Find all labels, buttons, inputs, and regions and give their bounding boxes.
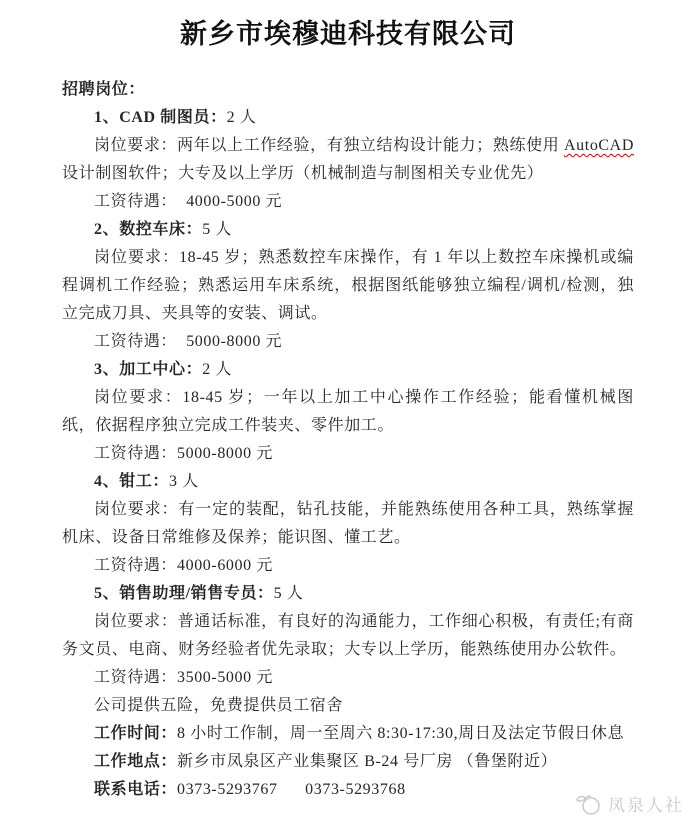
job-salary: 工资待遇： 5000-8000 元 bbox=[94, 333, 283, 350]
work-time-text: 8 小时工作制，周一至周六 8:30-17:30,周日及法定节假日休息 bbox=[177, 725, 625, 742]
job-heading-line bbox=[62, 580, 634, 608]
job-section-5 bbox=[62, 580, 634, 692]
watermark bbox=[574, 791, 684, 816]
job-salary: 工资待遇：5000-8000 元 bbox=[94, 445, 273, 462]
job-heading: 4、钳工： bbox=[94, 473, 170, 490]
work-place-line bbox=[62, 748, 634, 776]
job-salary: 工资待遇：4000-6000 元 bbox=[94, 557, 273, 574]
requirement-text: 设计制图软件；大专及以上学历（机械制造与制图相关专业优先） bbox=[62, 165, 544, 182]
job-requirement: 岗位要求：18-45 岁；熟悉数控车床操作，有 1 年以上数控车床操机或编程调机工作经验；熟悉运用车床系统，根据图纸能够独立编程/调机/检测，独立完成刀具、夹具等的安装、调试。 bbox=[62, 249, 634, 322]
intro-label: 招聘岗位： bbox=[62, 81, 146, 98]
job-heading-line bbox=[62, 216, 634, 244]
job-requirement bbox=[62, 132, 634, 188]
job-requirement: 岗位要求：有一定的装配，钻孔技能，并能熟练使用各种工具，熟练掌握机床、设备日常维修及保养；能识图、懂工艺。 bbox=[62, 501, 634, 546]
work-place-label: 工作地点： bbox=[94, 753, 178, 770]
welfare-line: 公司提供五险，免费提供员工宿舍 bbox=[94, 697, 344, 714]
work-time-line bbox=[62, 720, 634, 748]
job-section-4 bbox=[62, 468, 634, 580]
job-section-3 bbox=[62, 356, 634, 468]
fengquan-renshe-logo-icon bbox=[574, 792, 602, 816]
work-time-label: 工作时间： bbox=[94, 725, 178, 742]
job-salary: 工资待遇： 4000-5000 元 bbox=[94, 193, 283, 210]
contact-numbers: 0373-5293767 0373-5293768 bbox=[177, 781, 406, 798]
job-count: 5 人 bbox=[202, 221, 233, 238]
job-count: 2 人 bbox=[226, 109, 257, 126]
spellcheck-marked-word: AutoCAD bbox=[564, 137, 634, 154]
job-section-2 bbox=[62, 216, 634, 356]
job-heading: 2、数控车床： bbox=[94, 221, 203, 238]
job-section-1 bbox=[62, 104, 634, 216]
job-heading: 1、CAD 制图员： bbox=[94, 109, 227, 126]
job-heading: 5、销售助理/销售专员： bbox=[94, 585, 274, 602]
watermark-text: 凤泉人社 bbox=[608, 796, 684, 815]
job-salary: 工资待遇：3500-5000 元 bbox=[94, 669, 273, 686]
job-requirement: 岗位要求：普通话标准，有良好的沟通能力，工作细心积极，有责任;有商务文员、电商、财务经验者优先录取；大专以上学历，能熟练使用办公软件。 bbox=[62, 613, 634, 658]
job-count: 3 人 bbox=[169, 473, 199, 490]
job-heading-line bbox=[62, 356, 634, 384]
job-heading: 3、加工中心： bbox=[94, 361, 203, 378]
company-title: 新乡市埃穆迪科技有限公司 bbox=[180, 19, 516, 49]
job-count: 5 人 bbox=[273, 585, 304, 602]
work-place-text: 新乡市凤泉区产业集聚区 B-24 号厂房 （鲁堡附近） bbox=[177, 753, 558, 770]
requirement-text: 岗位要求：两年以上工作经验，有独立结构设计能力；熟练使用 bbox=[94, 137, 565, 154]
contact-line bbox=[62, 776, 634, 804]
contact-label: 联系电话： bbox=[94, 781, 178, 798]
job-requirement: 岗位要求：18-45 岁；一年以上加工中心操作工作经验；能看懂机械图纸，依据程序独立完成工件装夹、零件加工。 bbox=[62, 389, 634, 434]
job-heading-line bbox=[62, 468, 634, 496]
job-heading-line bbox=[62, 104, 634, 132]
job-count: 2 人 bbox=[202, 361, 233, 378]
